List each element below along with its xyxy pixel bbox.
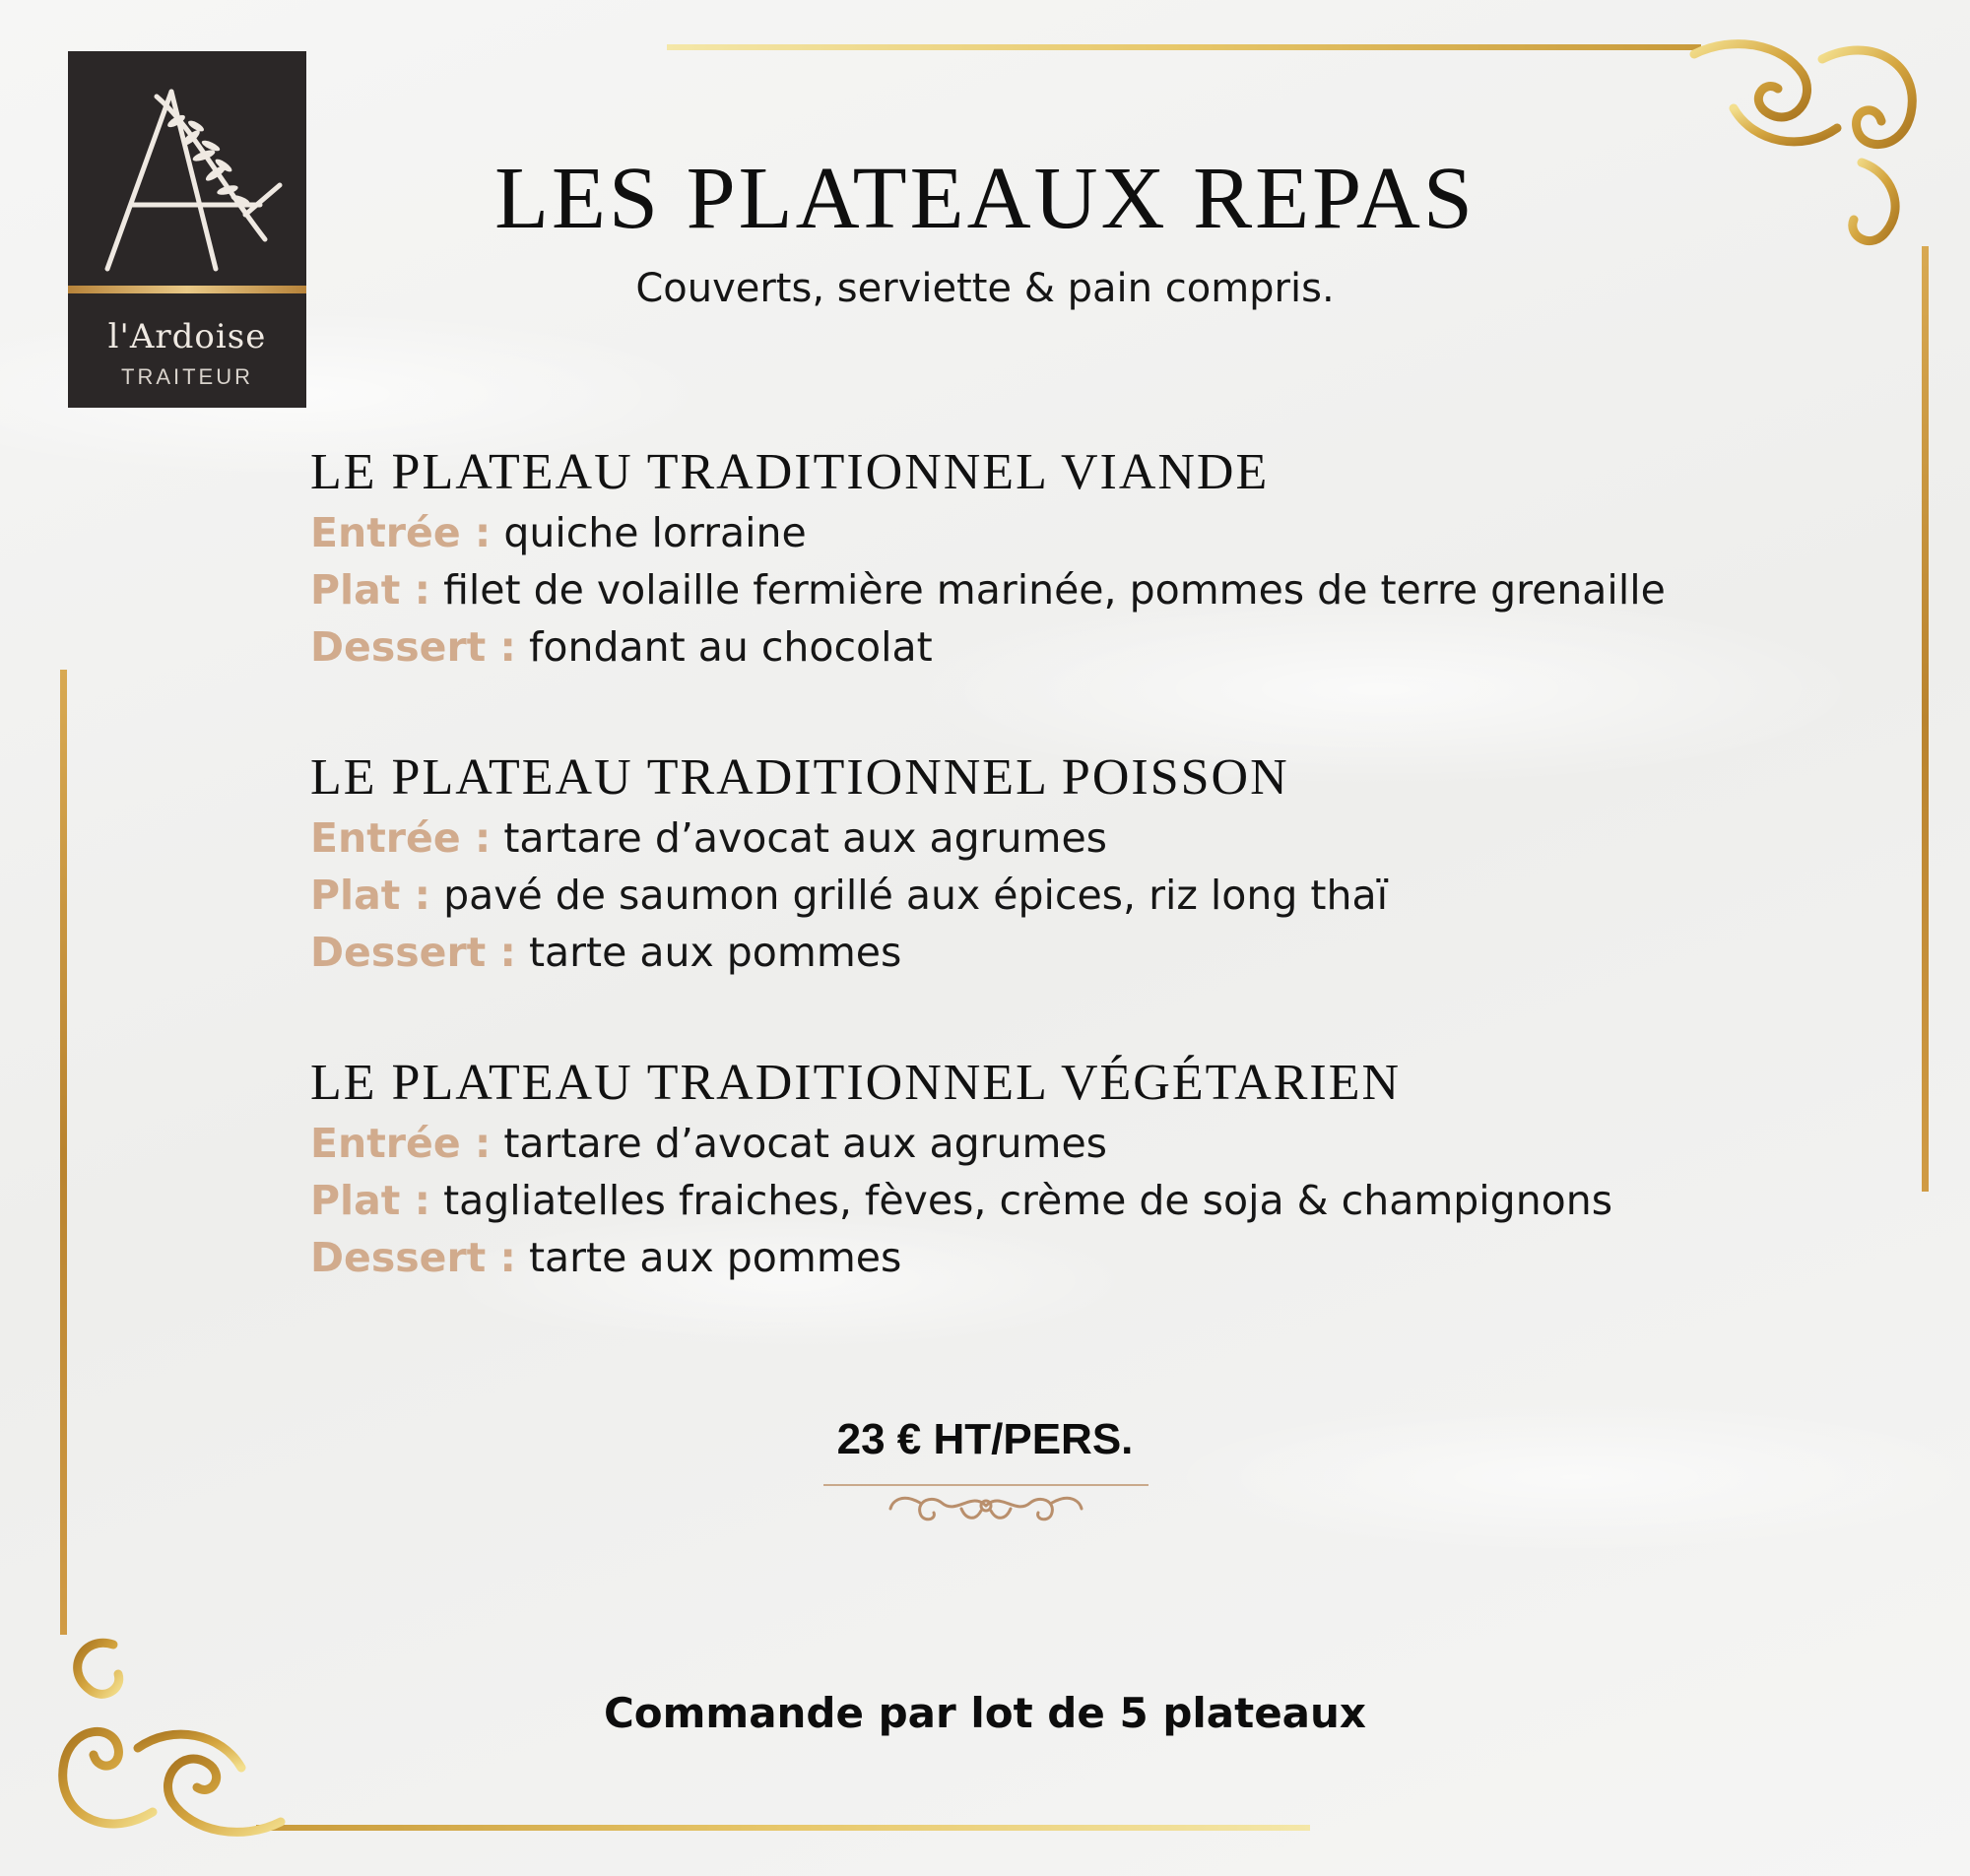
item-label: Dessert : — [310, 929, 516, 976]
menu-item-entree — [310, 809, 1388, 867]
menu-item-entree — [310, 504, 1666, 561]
page-subtitle: Couverts, serviette & pain compris. — [635, 266, 1335, 311]
menu-item-plat — [310, 1172, 1612, 1229]
item-value: tagliatelles fraiches, fèves, crème de soja & champignons — [430, 1177, 1613, 1224]
logo-subtitle: TRAITEUR — [121, 364, 253, 389]
frame-left-line — [60, 670, 67, 1635]
item-value: tartare d’avocat aux agrumes — [491, 814, 1108, 862]
section-title: LE PLATEAU TRADITIONNEL VIANDE — [310, 444, 1270, 500]
section-viande — [310, 441, 1666, 676]
frame-right-line — [1922, 246, 1929, 1192]
section-poisson — [310, 746, 1388, 981]
menu-item-plat — [310, 561, 1666, 618]
menu-item-dessert — [310, 1229, 1612, 1286]
item-value: tartare d’avocat aux agrumes — [491, 1120, 1108, 1167]
ornamental-divider-icon — [823, 1481, 1149, 1530]
menu-item-plat — [310, 867, 1388, 924]
item-value: pavé de saumon grillé aux épices, riz long thaï — [430, 872, 1388, 919]
item-label: Entrée : — [310, 1120, 492, 1167]
menu-item-dessert — [310, 924, 1388, 981]
item-label: Plat : — [310, 872, 431, 919]
item-label: Dessert : — [310, 623, 516, 671]
item-value: tarte aux pommes — [515, 929, 902, 976]
menu-item-entree — [310, 1115, 1612, 1172]
item-label: Entrée : — [310, 814, 492, 862]
section-vegetarien — [310, 1052, 1612, 1286]
item-value: quiche lorraine — [491, 509, 807, 556]
section-title: LE PLATEAU TRADITIONNEL POISSON — [310, 749, 1289, 806]
item-value: filet de volaille fermière marinée, pommes de terre grenaille — [430, 566, 1666, 614]
page-title: LES PLATEAUX REPAS — [494, 150, 1476, 247]
item-value: tarte aux pommes — [515, 1234, 902, 1281]
section-title: LE PLATEAU TRADITIONNEL VÉGÉTARIEN — [310, 1055, 1402, 1111]
menu-item-dessert — [310, 618, 1666, 676]
price: 23 € HT/PERS. — [836, 1415, 1134, 1463]
item-label: Plat : — [310, 1177, 431, 1224]
logo-brand-name: l'Ardoise — [107, 317, 267, 356]
item-value: fondant au chocolat — [515, 623, 933, 671]
order-note: Commande par lot de 5 plateaux — [603, 1689, 1367, 1737]
item-label: Entrée : — [310, 509, 492, 556]
frame-top-line — [667, 44, 1701, 50]
frame-bottom-line — [256, 1825, 1310, 1831]
item-label: Dessert : — [310, 1234, 516, 1281]
item-label: Plat : — [310, 566, 431, 614]
